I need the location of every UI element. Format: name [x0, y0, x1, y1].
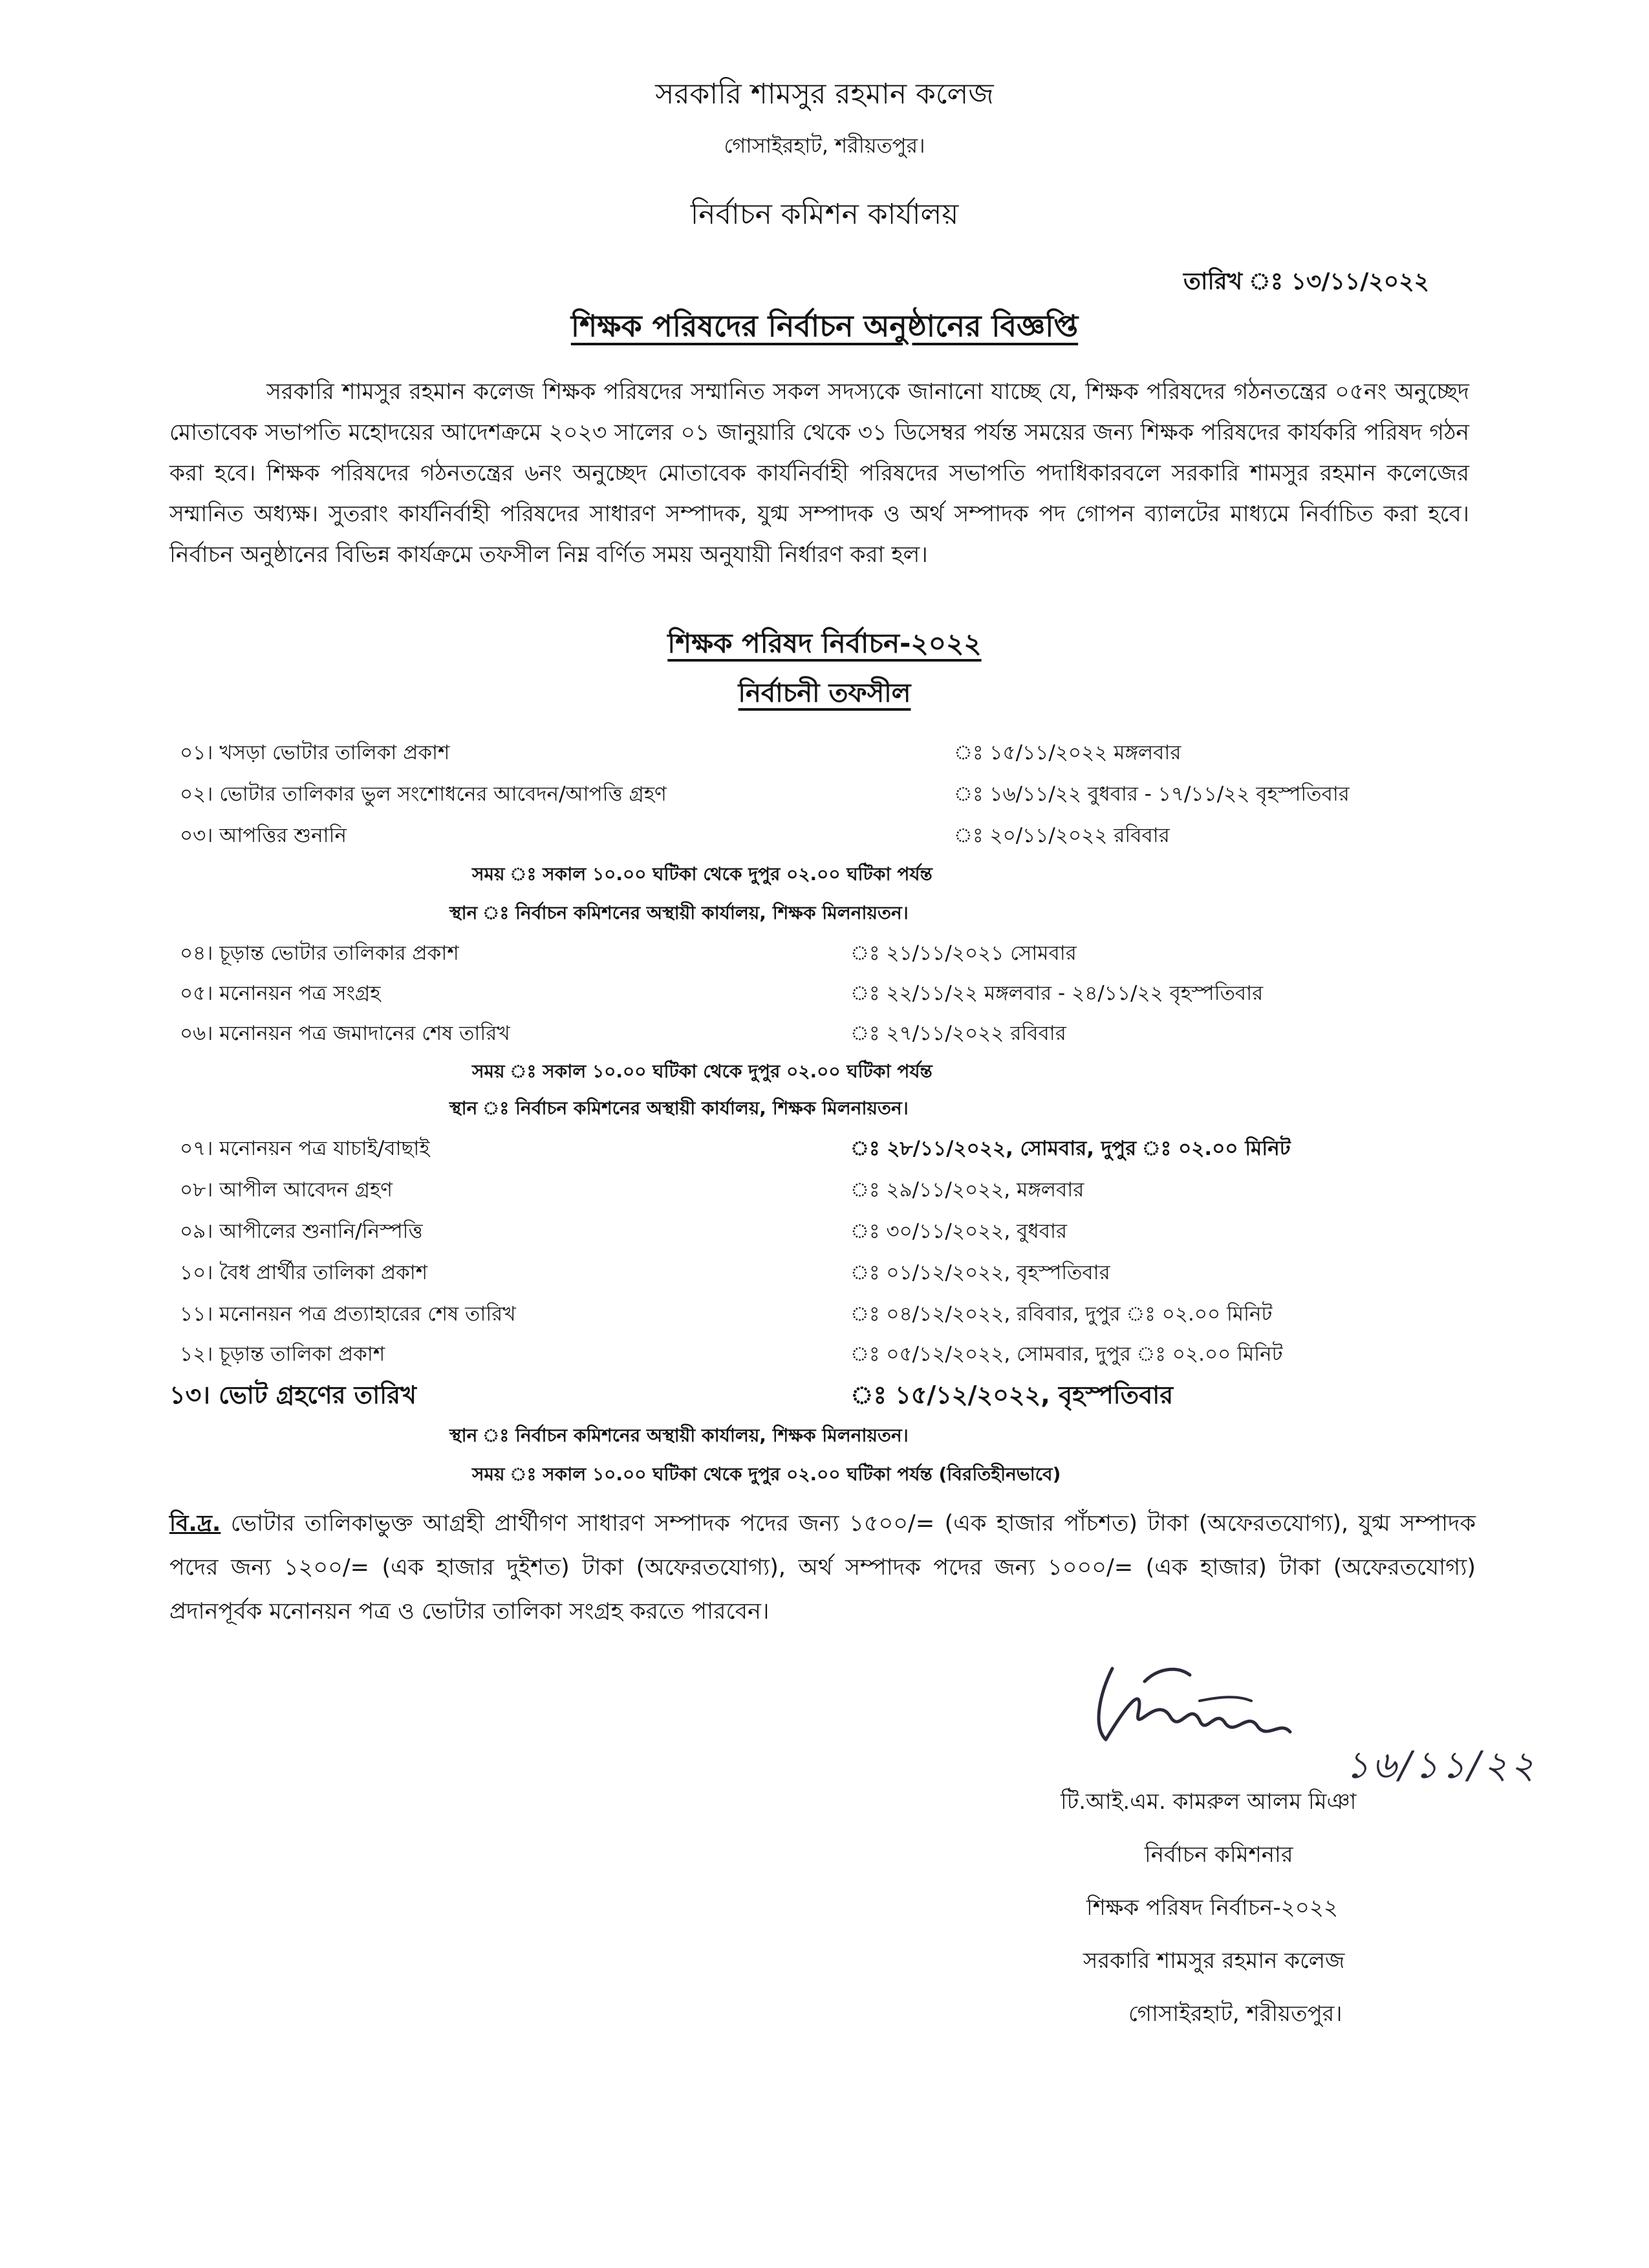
- schedule-row-value: ঃ ১৫/১২/২০২২, বৃহস্পতিবার: [850, 1381, 1174, 1409]
- schedule-row-label: ০১। খসড়া ভোটার তালিকা প্রকাশ: [180, 741, 450, 764]
- signatory-address: গোসাইরহাট, শরীয়তপুর।: [1128, 2001, 1342, 2027]
- schedule-row-value: ঃ ২৯/১১/২০২২, মঙ্গলবার: [850, 1178, 1084, 1202]
- schedule-row-label: ১২। চূড়ান্ত তালিকা প্রকাশ: [180, 1343, 385, 1366]
- schedule-place-note: স্থান ঃ নির্বাচন কমিশনের অস্থায়ী কার্যালয়, শিক্ষক মিলনায়তন।: [449, 902, 909, 923]
- college-name: সরকারি শামসুর রহমান কলেজ: [655, 78, 994, 111]
- schedule-row-label: ০৮। আপীল আবেদন গ্রহণ: [180, 1178, 393, 1202]
- schedule-place-note: স্থান ঃ নির্বাচন কমিশনের অস্থায়ী কার্যালয়, শিক্ষক মিলনায়তন।: [449, 1425, 909, 1446]
- schedule-row-label: ০৪। চূড়ান্ত ভোটার তালিকার প্রকাশ: [180, 942, 459, 965]
- schedule-row-label: ১১। মনোনয়ন পত্র প্রত্যাহারের শেষ তারিখ: [180, 1302, 516, 1326]
- schedule-row-label: ০৩। আপত্তির শুনানি: [180, 824, 347, 847]
- schedule-time-note: সময় ঃ সকাল ১০.০০ ঘটিকা থেকে দুপুর ০২.০০ ঘটিকা পর্যন্ত: [472, 863, 932, 885]
- signatory-name: টি.আই.এম. কামরুল আলম মিঞা: [1061, 1789, 1357, 1815]
- schedule-row-value: ঃ ০১/১২/২০২২, বৃহস্পতিবার: [850, 1261, 1110, 1284]
- schedule-row-value: ঃ ১৫/১১/২০২২ মঙ্গলবার: [954, 741, 1181, 764]
- schedule-time-note: সময় ঃ সকাল ১০.০০ ঘটিকা থেকে দুপুর ০২.০০ ঘটিকা পর্যন্ত: [472, 1061, 932, 1082]
- handwritten-signature: [1086, 1656, 1358, 1753]
- signatory-election: শিক্ষক পরিষদ নির্বাচন-২০২২: [1086, 1895, 1339, 1921]
- schedule-row-value: ঃ ২৭/১১/২০২২ রবিবার: [850, 1022, 1066, 1045]
- schedule-row-value: ঃ ২১/১১/২০২১ সোমবার: [850, 942, 1077, 965]
- schedule-row-label: ১৩। ভোট গ্রহণের তারিখ: [169, 1381, 416, 1409]
- schedule-row-label: ১০। বৈধ প্রার্থীর তালিকা প্রকাশ: [180, 1261, 428, 1284]
- notice-date: তারিখ ঃ ১৩/১১/২০২২: [1183, 268, 1430, 295]
- schedule-time-note: সময় ঃ সকাল ১০.০০ ঘটিকা থেকে দুপুর ০২.০০ ঘটিকা পর্যন্ত (বিরতিহীনভাবে): [472, 1463, 1061, 1485]
- schedule-row-value: ঃ ২২/১১/২২ মঙ্গলবার - ২৪/১১/২২ বৃহস্পতিবার: [850, 982, 1264, 1005]
- schedule-row-label: ০৬। মনোনয়ন পত্র জমাদানের শেষ তারিখ: [180, 1022, 510, 1045]
- notice-title: শিক্ষক পরিষদের নির্বাচন অনুষ্ঠানের বিজ্ঞপ্তি: [570, 308, 1079, 343]
- schedule-row-value: ঃ ০৪/১২/২০২২, রবিবার, দুপুর ঃ ০২.০০ মিনিট: [850, 1302, 1273, 1326]
- schedule-row-label: ০৯। আপীলের শুনানি/নিস্পত্তি: [180, 1220, 423, 1243]
- schedule-subtitle: নির্বাচনী তফসীল: [738, 678, 911, 708]
- schedule-row-value: ঃ ২০/১১/২০২২ রবিবার: [954, 824, 1170, 847]
- schedule-row-value: ঃ ১৬/১১/২২ বুধবার - ১৭/১১/২২ বৃহস্পতিবার: [954, 783, 1350, 806]
- schedule-title: শিক্ষক পরিষদ নির্বাচন-২০২২: [667, 627, 982, 659]
- schedule-row-value: ঃ ০৫/১২/২০২২, সোমবার, দুপুর ঃ ০২.০০ মিনিট: [850, 1343, 1283, 1366]
- nb-text: ভোটার তালিকাভুক্ত আগ্রহী প্রার্থীগণ সাধারণ সম্পাদক পদের জন্য ১৫০০/= (এক হাজার পাঁচশত) টাকা (অফেরতযোগ্য), যুগ্ম সম্পাদক পদের জন্য ১২০০/= (এক হাজার দুইশত) টাকা (অফেরতযোগ্য), অর্থ সম্পাদক পদের জন্য ১০০০/= (এক হাজার) টাকা (অফেরতযোগ্য) প্রদানপূর্বক মনোনয়ন পত্র ও ভোটার তালিকা সংগ্রহ করতে পারবেন।: [169, 1511, 1476, 1625]
- signatory-college: সরকারি শামসুর রহমান কলেজ: [1083, 1948, 1345, 1974]
- nb-label: বি.দ্র.: [169, 1511, 221, 1537]
- office-name: নির্বাচন কমিশন কার্যালয়: [690, 198, 959, 231]
- schedule-row-value: ঃ ৩০/১১/২০২২, বুধবার: [850, 1220, 1068, 1243]
- schedule-row-value: ঃ ২৮/১১/২০২২, সোমবার, দুপুর ঃ ০২.০০ মিনিট: [850, 1137, 1291, 1160]
- schedule-place-note: স্থান ঃ নির্বাচন কমিশনের অস্থায়ী কার্যালয়, শিক্ষক মিলনায়তন।: [449, 1097, 909, 1119]
- schedule-row-label: ০৫। মনোনয়ন পত্র সংগ্রহ: [180, 982, 381, 1005]
- signatory-designation: নির্বাচন কমিশনার: [1145, 1842, 1293, 1868]
- schedule-row-label: ০২। ভোটার তালিকার ভুল সংশোধনের আবেদন/আপত্তি গ্রহণ: [180, 783, 667, 806]
- nb-paragraph: [169, 1502, 1476, 1634]
- notice-body: সরকারি শামসুর রহমান কলেজ শিক্ষক পরিষদের সম্মানিত সকল সদস্যকে জানানো যাচ্ছে যে, শিক্ষক পরিষদের গঠনতন্ত্রের ০৫নং অনুচ্ছেদ মোতাবেক সভাপতি মহোদয়ের আদেশক্রমে ২০২৩ সালের ০১ জানুয়ারি থেকে ৩১ ডিসেম্বর পর্যন্ত সময়ের জন্য শিক্ষক পরিষদের কার্যকরি পরিষদ গঠন করা হবে। শিক্ষক পরিষদের গঠনতন্ত্রের ৬নং অনুচ্ছেদ মোতাবেক কার্যনির্বাহী পরিষদের সভাপতি পদাধিকারবলে সরকারি শামসুর রহমান কলেজের সম্মানিত অধ্যক্ষ। সুতরাং কার্যনির্বাহী পরিষদের সাধারণ সম্পাদক, যুগ্ম সম্পাদক ও অর্থ সম্পাদক পদ গোপন ব্যালটের মাধ্যমে নির্বাচিত করা হবে। নির্বাচন অনুষ্ঠানের বিভিন্ন কার্যক্রমে তফসীল নিম্ন বর্ণিত সময় অনুযায়ী নির্ধারণ করা হল।: [169, 379, 1469, 568]
- college-address: গোসাইরহাট, শরীয়তপুর।: [724, 133, 925, 158]
- schedule-row-label: ০৭। মনোনয়ন পত্র যাচাই/বাছাই: [180, 1137, 430, 1160]
- handwritten-date: ১৬/১১/২২: [1345, 1743, 1538, 1787]
